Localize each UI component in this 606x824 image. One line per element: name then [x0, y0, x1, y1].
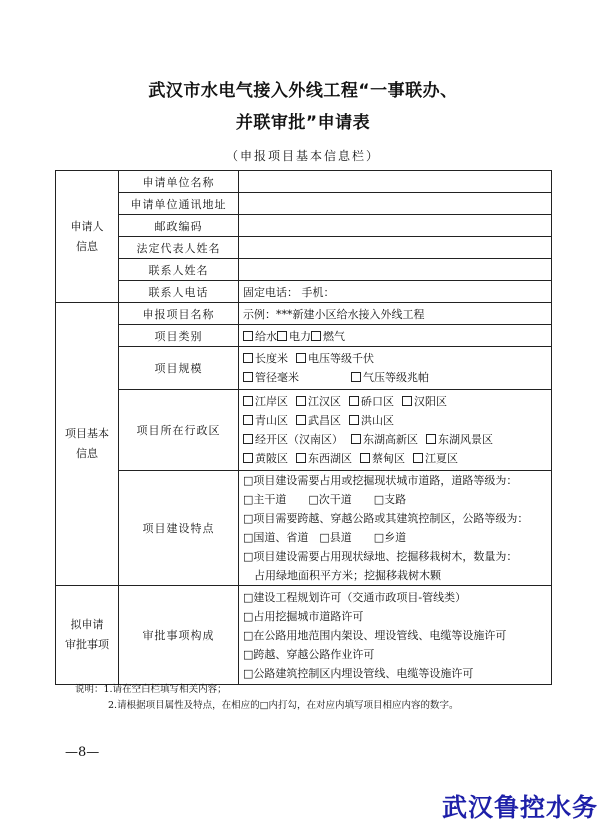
- applicant-category-line: 信息: [76, 239, 98, 253]
- district-option-label: 黄陂区: [255, 452, 288, 465]
- project-scale-option-label: 管径毫米: [255, 371, 299, 384]
- district-option-label: 江汉区: [308, 395, 341, 408]
- project-district-label: 项目所在行政区: [119, 390, 239, 471]
- district-1-1-checkbox[interactable]: [296, 415, 306, 425]
- project-category-line: 信息: [76, 447, 98, 460]
- project-type-options: [239, 325, 552, 347]
- district-option: [243, 411, 288, 430]
- project-scale-options: [239, 347, 552, 390]
- project-feature-line: 占用绿地面积平方米；挖掘移栽树木颗: [243, 569, 441, 582]
- district-option: [351, 430, 418, 449]
- project-scale-line: [243, 368, 547, 387]
- application-table: [55, 170, 552, 685]
- district-0-2-checkbox[interactable]: [349, 396, 359, 406]
- form-subtitle: （申报项目基本信息栏）: [225, 149, 380, 163]
- project-scale-0-0-checkbox[interactable]: [243, 353, 253, 363]
- approvals-label: 审批事项构成: [119, 586, 239, 685]
- form-title-line1: 武汉市水电气接入外线工程“一事联办、: [148, 81, 458, 101]
- project-type-row: [56, 325, 552, 347]
- district-option: [426, 430, 493, 449]
- notes: [75, 682, 459, 714]
- applicant-row: [56, 281, 552, 303]
- applicant-row: [56, 259, 552, 281]
- applicant-field-value[interactable]: [239, 193, 552, 215]
- project-name-value[interactable]: 示例：***新建小区给水接入外线工程: [239, 303, 552, 325]
- district-0-3-checkbox[interactable]: [402, 396, 412, 406]
- district-option-label: 江岸区: [255, 395, 288, 408]
- project-type-option-label: 给水: [255, 329, 277, 343]
- district-2-1-checkbox[interactable]: [351, 434, 361, 444]
- approvals-category-line: 拟申请: [70, 618, 104, 631]
- approvals-category-line: 审批事项: [65, 638, 109, 651]
- district-option: [243, 449, 288, 468]
- project-scale-option: [351, 368, 429, 387]
- approvals-items: [239, 586, 552, 685]
- page-number: —8—: [65, 745, 100, 760]
- project-district-line: [243, 411, 547, 430]
- project-scale-1-0-checkbox[interactable]: [243, 372, 253, 382]
- approval-item[interactable]: □公路建筑控制区内埋设管线、电缆等设施许可: [243, 666, 474, 680]
- project-category-line: 项目基本: [65, 427, 109, 440]
- project-scale-option-label: 长度米: [255, 352, 288, 365]
- project-scale-option-label: 气压等级兆帕: [363, 371, 429, 384]
- approval-item[interactable]: □跨越、穿越公路作业许可: [243, 647, 375, 661]
- note-2: 2.请根据项目属性及特点，在相应的□内打勾，在对应内填写项目相应内容的数字。: [108, 700, 459, 711]
- project-type-option-label: 电力: [289, 329, 311, 343]
- district-option: [243, 392, 288, 411]
- district-option: [296, 449, 352, 468]
- project-feature-line: □主干道 □次干道 □支路: [243, 493, 407, 506]
- project-features-options: [239, 471, 552, 586]
- approval-item[interactable]: □在公路用地范围内架设、埋设管线、电缆等设施许可: [243, 628, 507, 642]
- district-2-2-checkbox[interactable]: [426, 434, 436, 444]
- district-3-0-checkbox[interactable]: [243, 453, 253, 463]
- project-name-row: [56, 303, 552, 325]
- applicant-field-value[interactable]: 固定电话： 手机：: [239, 281, 552, 303]
- project-scale-1-1-checkbox[interactable]: [351, 372, 361, 382]
- applicant-field-label: 法定代表人姓名: [119, 237, 239, 259]
- district-option-label: 东湖高新区: [363, 433, 418, 446]
- district-0-1-checkbox[interactable]: [296, 396, 306, 406]
- applicant-row: [56, 171, 552, 193]
- applicant-row: [56, 215, 552, 237]
- project-type-0-checkbox[interactable]: [243, 331, 253, 341]
- applicant-field-value[interactable]: [239, 215, 552, 237]
- project-scale-row: [56, 347, 552, 390]
- applicant-category-line: 申请人: [70, 219, 104, 233]
- project-name-label: 申报项目名称: [119, 303, 239, 325]
- project-district-row: [56, 390, 552, 471]
- applicant-field-label: 申请单位名称: [119, 171, 239, 193]
- district-option: [349, 392, 394, 411]
- district-option-label: 蔡甸区: [372, 452, 405, 465]
- project-scale-option: [296, 349, 374, 368]
- project-type-2-checkbox[interactable]: [311, 331, 321, 341]
- district-1-2-checkbox[interactable]: [349, 415, 359, 425]
- district-option-label: 青山区: [255, 414, 288, 427]
- form-title-line2: 并联审批”申请表: [235, 113, 371, 133]
- project-scale-option: [243, 368, 299, 387]
- district-option-label: 汉阳区: [414, 395, 447, 408]
- applicant-field-value[interactable]: [239, 259, 552, 281]
- district-0-0-checkbox[interactable]: [243, 396, 253, 406]
- district-option-label: 东湖风景区: [438, 433, 493, 446]
- district-option: [243, 430, 343, 449]
- district-3-2-checkbox[interactable]: [360, 453, 370, 463]
- district-option-label: 武昌区: [308, 414, 341, 427]
- applicant-field-label: 联系人电话: [119, 281, 239, 303]
- district-option-label: 洪山区: [361, 414, 394, 427]
- project-district-line: [243, 449, 547, 468]
- project-type-label: 项目类别: [119, 325, 239, 347]
- approval-item[interactable]: □建设工程规划许可（交通市政项目-管线类）: [243, 590, 467, 604]
- project-features-label: 项目建设特点: [119, 471, 239, 586]
- project-district-options: [239, 390, 552, 471]
- project-scale-label: 项目规模: [119, 347, 239, 390]
- district-option: [360, 449, 405, 468]
- applicant-row: [56, 237, 552, 259]
- project-feature-line: □国道、省道 □县道 □乡道: [243, 531, 407, 544]
- applicant-row: [56, 193, 552, 215]
- district-option-label: 江夏区: [425, 452, 458, 465]
- project-scale-line: [243, 349, 547, 368]
- district-3-3-checkbox[interactable]: [413, 453, 423, 463]
- approvals-row: [56, 586, 552, 685]
- applicant-field-label: 联系人姓名: [119, 259, 239, 281]
- district-2-0-checkbox[interactable]: [243, 434, 253, 444]
- project-feature-line: □项目建设需要占用或挖掘现状城市道路，道路等级为：: [243, 474, 518, 487]
- project-district-line: [243, 430, 547, 449]
- project-features-row: [56, 471, 552, 586]
- applicant-field-value[interactable]: [239, 237, 552, 259]
- district-option: [402, 392, 447, 411]
- district-option-label: 经开区（汉南区）: [255, 433, 343, 446]
- project-type-option-label: 燃气: [323, 329, 345, 343]
- project-feature-line: □项目建设需要占用现状绿地、挖掘移栽树木，数量为：: [243, 550, 518, 563]
- note-1: 说明：1.请在空白栏填写相关内容；: [75, 684, 227, 695]
- project-scale-option: [243, 349, 288, 368]
- project-scale-option-label: 电压等级千伏: [308, 352, 374, 365]
- district-option: [413, 449, 458, 468]
- project-type-1-checkbox[interactable]: [277, 331, 287, 341]
- applicant-field-label: 邮政编码: [119, 215, 239, 237]
- district-option: [296, 392, 341, 411]
- project-scale-0-1-checkbox[interactable]: [296, 353, 306, 363]
- district-1-0-checkbox[interactable]: [243, 415, 253, 425]
- approvals-category: [56, 586, 119, 685]
- project-category: [56, 303, 119, 586]
- watermark-logo-text: 武汉鲁控水务: [441, 793, 598, 822]
- applicant-field-label: 申请单位通讯地址: [119, 193, 239, 215]
- applicant-field-value[interactable]: [239, 171, 552, 193]
- district-option-label: 东西湖区: [308, 452, 352, 465]
- district-option: [349, 411, 394, 430]
- district-option-label: 硚口区: [361, 395, 394, 408]
- project-district-line: [243, 392, 547, 411]
- approval-item[interactable]: □占用挖掘城市道路许可: [243, 609, 364, 623]
- district-3-1-checkbox[interactable]: [296, 453, 306, 463]
- applicant-category: [56, 171, 119, 303]
- project-feature-line: □项目需要跨越、穿越公路或其建筑控制区，公路等级为：: [243, 512, 529, 525]
- district-option: [296, 411, 341, 430]
